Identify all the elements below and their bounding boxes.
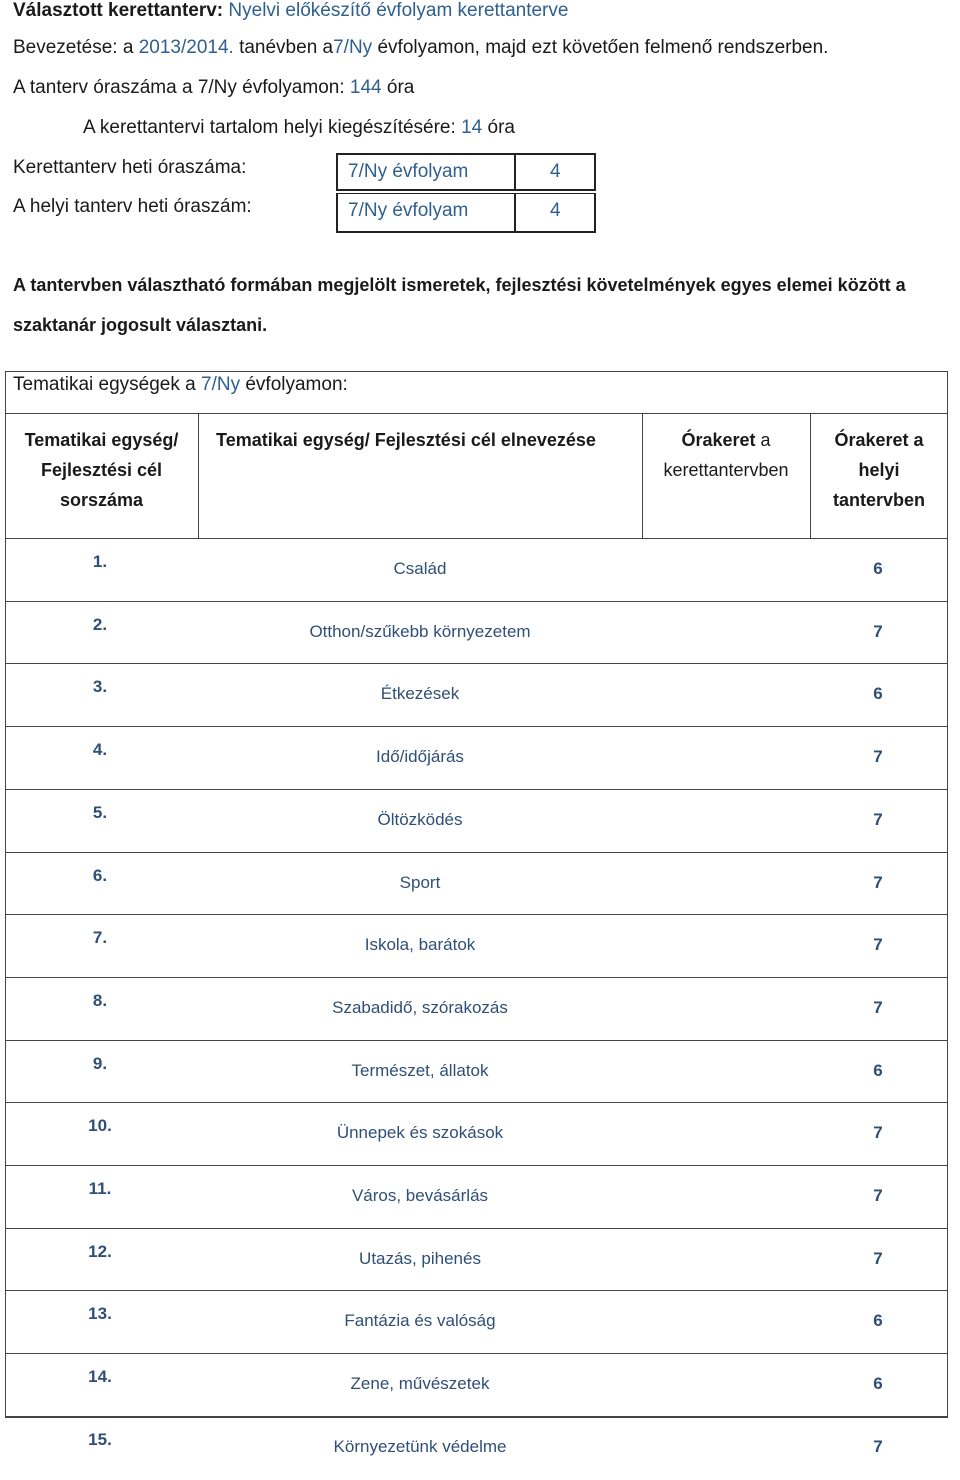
row-unit-name: Öltözködés [377,809,463,829]
row-unit-name: Környezetünk védelme [333,1436,507,1456]
box-divider [514,155,516,189]
row-divider [5,601,948,602]
row-divider [5,1165,948,1166]
table-caption [13,374,348,396]
row-unit-name: Idő/időjárás [376,747,464,767]
row-unit-name: Utazás, pihenés [359,1248,481,1268]
row-number: 5. [92,802,108,822]
row-hours: 7 [873,621,883,641]
row-divider [5,789,948,790]
row-number: 6. [92,865,108,885]
intro-year: 2013/2014. [138,37,234,58]
row-hours: 6 [873,1311,883,1331]
intro-mid: tanévben a [239,37,334,58]
total-hours-value: 144 [349,77,382,98]
row-hours: 7 [873,1436,883,1456]
row-unit-name: Zene, művészetek [350,1374,490,1394]
row-hours: 6 [873,559,883,578]
caption-prefix: Tematikai egységek a [13,374,196,395]
header-framework-hours-rest: a [760,430,771,450]
header-local-hours-column [810,425,948,515]
local-weekly-grade: 7/Ny évfolyam [348,200,469,221]
header-local-hours-line: Órakeret a [834,430,924,450]
caption-divider [5,413,948,414]
row-hours: 7 [873,997,883,1017]
row-unit-name: Szabadidő, szórakozás [332,997,508,1017]
row-number: 14. [88,1367,112,1387]
total-hours-label: A tanterv óraszáma a 7/Ny évfolyamon: [13,77,345,98]
row-hours: 7 [873,1123,883,1143]
local-hours-unit: óra [487,117,515,138]
row-divider [5,538,948,539]
header-framework-hours-column [642,425,810,485]
row-divider [5,977,948,978]
total-hours-line [13,77,414,99]
local-weekly-box [336,193,596,233]
local-hours-value: 14 [461,117,483,138]
selected-curriculum-line [13,0,568,22]
header-framework-hours-line2: kerettantervben [663,460,789,480]
row-number: 3. [92,677,108,697]
intro-prefix: Bevezetése: a [13,37,134,58]
local-hours-label: A kerettantervi tartalom helyi kiegészítésére: [83,117,456,138]
framework-weekly-box [336,153,596,191]
row-number: 7. [92,928,108,948]
row-number: 4. [92,740,108,760]
local-weekly-hours: 4 [550,200,561,221]
row-number: 12. [88,1241,112,1261]
row-unit-name: Fantázia és valóság [344,1311,496,1331]
row-unit-name: Sport [399,872,441,892]
row-number: 1. [92,552,108,571]
row-hours: 7 [873,747,883,767]
row-divider [5,726,948,727]
row-divider [5,663,948,664]
row-hours: 7 [873,872,883,892]
row-unit-name: Iskola, barátok [364,935,476,955]
row-divider [5,1353,948,1354]
row-unit-name: Természet, állatok [351,1060,489,1080]
selected-curriculum-value: Nyelvi előkészítő évfolyam kerettanterve [228,0,569,21]
row-divider [5,1040,948,1041]
local-weekly-label: A helyi tanterv heti óraszám: [13,196,252,217]
caption-suffix: évfolyamon: [245,374,348,395]
framework-weekly-label: Kerettanterv heti óraszáma: [13,157,247,178]
row-unit-name: Otthon/szűkebb környezetem [309,621,531,641]
header-local-hours-line: tantervben [832,490,926,510]
framework-weekly-hours: 4 [550,161,561,182]
row-number: 2. [92,614,108,634]
row-divider [5,1228,948,1229]
intro-suffix: évfolyamon, majd ezt követően felmenő rendszerben. [377,37,829,58]
row-hours: 7 [873,1248,883,1268]
row-number: 10. [88,1116,112,1136]
row-divider [5,1102,948,1103]
total-hours-unit: óra [386,77,415,98]
header-number-column [5,425,198,515]
header-number-line: sorszáma [59,490,144,510]
box-divider [514,194,516,231]
row-unit-name: Ünnepek és szokások [336,1123,504,1143]
row-number: 13. [88,1304,112,1324]
row-divider [5,1416,948,1417]
local-hours-line [83,117,515,139]
note-line-1: A tantervben választható formában megjelölt ismeretek, fejlesztési követelmények egyes elemei között a [13,275,906,295]
framework-weekly-grade: 7/Ny évfolyam [348,161,469,182]
note-line-2: szaktanár jogosult választani. [13,315,268,335]
intro-grade: 7/Ny [333,37,373,58]
selected-curriculum-label: Választott kerettanterv: [13,0,224,21]
row-unit-name: Város, bevásárlás [351,1186,489,1205]
row-number: 15. [88,1429,112,1449]
row-hours: 7 [873,935,883,955]
header-number-line: Fejlesztési cél [40,460,163,480]
row-hours: 7 [873,809,883,829]
introduction-line [13,37,828,59]
row-number: 11. [88,1179,112,1198]
row-hours: 6 [873,1060,883,1080]
row-number: 8. [92,990,108,1010]
row-hours: 7 [873,1186,883,1205]
header-name-column: Tematikai egység/ Fejlesztési cél elnevezése [216,430,596,450]
row-hours: 6 [873,1374,883,1394]
row-hours: 6 [873,684,883,704]
header-framework-hours-bold: Órakeret [681,430,756,450]
row-unit-name: Étkezések [380,684,460,704]
row-divider [5,914,948,915]
row-number: 9. [92,1053,108,1073]
header-number-line: Tematikai egység/ [24,430,179,450]
row-divider [5,1290,948,1291]
row-unit-name: Család [393,559,447,578]
header-local-hours-line: helyi [858,460,900,480]
caption-grade: 7/Ny [201,374,241,395]
row-divider [5,852,948,853]
